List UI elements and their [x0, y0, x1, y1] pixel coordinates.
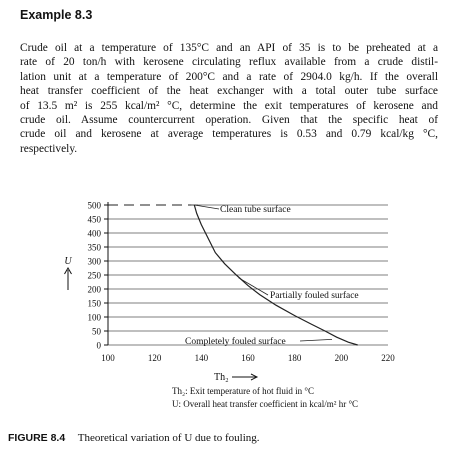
problem-line: of 13.5 m² is 255 kcal/m² °C, determine the exit temperatures of kerosene and [20, 99, 438, 112]
chart-axes [104, 202, 108, 345]
chart-legend [172, 386, 358, 409]
x-tick-label: 160 [241, 353, 255, 363]
y-axis-label: U [64, 256, 72, 267]
problem-line: lation unit at a temperature of 200°C and a rate of 2904.0 kg/h. If the overall [20, 70, 438, 83]
x-axis-label: Th₂ [214, 372, 229, 383]
y-tick-label: 350 [87, 242, 101, 253]
figure-label: FIGURE 8.4 [8, 432, 66, 444]
figure-caption-text: Theoretical variation of U due to fouling. [77, 432, 260, 444]
x-tick-labels [101, 353, 395, 363]
y-tick-label: 500 [87, 200, 101, 211]
problem-line: crude oil. Assume countercurrent operation. Given that the specific heat of [20, 114, 438, 127]
x-tick-label: 200 [334, 353, 349, 363]
annotation-leader [239, 278, 268, 295]
problem-line: heat transfer coefficient of the heat exchanger with a total outer tube surface [20, 85, 438, 98]
y-tick-label: 250 [87, 270, 101, 281]
y-tick-label: 50 [92, 326, 101, 337]
figure-caption [8, 432, 260, 444]
annotation-label: Clean tube surface [220, 205, 291, 215]
y-tick-label: 450 [87, 214, 101, 225]
chart-grid [108, 205, 388, 345]
annotation-label: Partially fouled surface [270, 291, 359, 301]
x-tick-label: 180 [287, 353, 302, 363]
chart-annotations [185, 204, 359, 347]
example-title: Example 8.3 [20, 8, 93, 22]
problem-line: respectively. [20, 142, 78, 155]
y-tick-label: 200 [87, 284, 101, 295]
y-tick-label: 300 [87, 256, 101, 267]
y-tick-label: 400 [87, 228, 101, 239]
x-tick-label: 100 [101, 353, 115, 363]
problem-line: crude oil and kerosene at average temperatures is 0.53 and 0.79 kcal/kg °C, [20, 128, 438, 141]
x-tick-label: 120 [147, 353, 162, 363]
y-tick-label: 100 [87, 312, 101, 323]
annotation-leader [194, 205, 219, 209]
problem-line: rate of 20 ton/h with kerosene circulating reflux available from a crude distil- [20, 56, 438, 69]
y-tick-label: 150 [87, 298, 101, 309]
problem-line: Crude oil at a temperature of 135°C and an API of 35 is to be preheated at a [20, 42, 438, 54]
legend-line: U: Overall heat transfer coefficient in kcal/m² hr °C [172, 399, 359, 409]
x-tick-label: 140 [194, 353, 209, 363]
y-tick-labels [88, 201, 102, 351]
annotation-label: Completely fouled surface [185, 337, 286, 347]
annotation-leader [300, 339, 332, 341]
x-tick-label: 220 [381, 353, 395, 363]
legend-line: Th₂: Exit temperature of hot fluid in °C [172, 386, 314, 396]
y-tick-label: 0 [96, 340, 101, 351]
